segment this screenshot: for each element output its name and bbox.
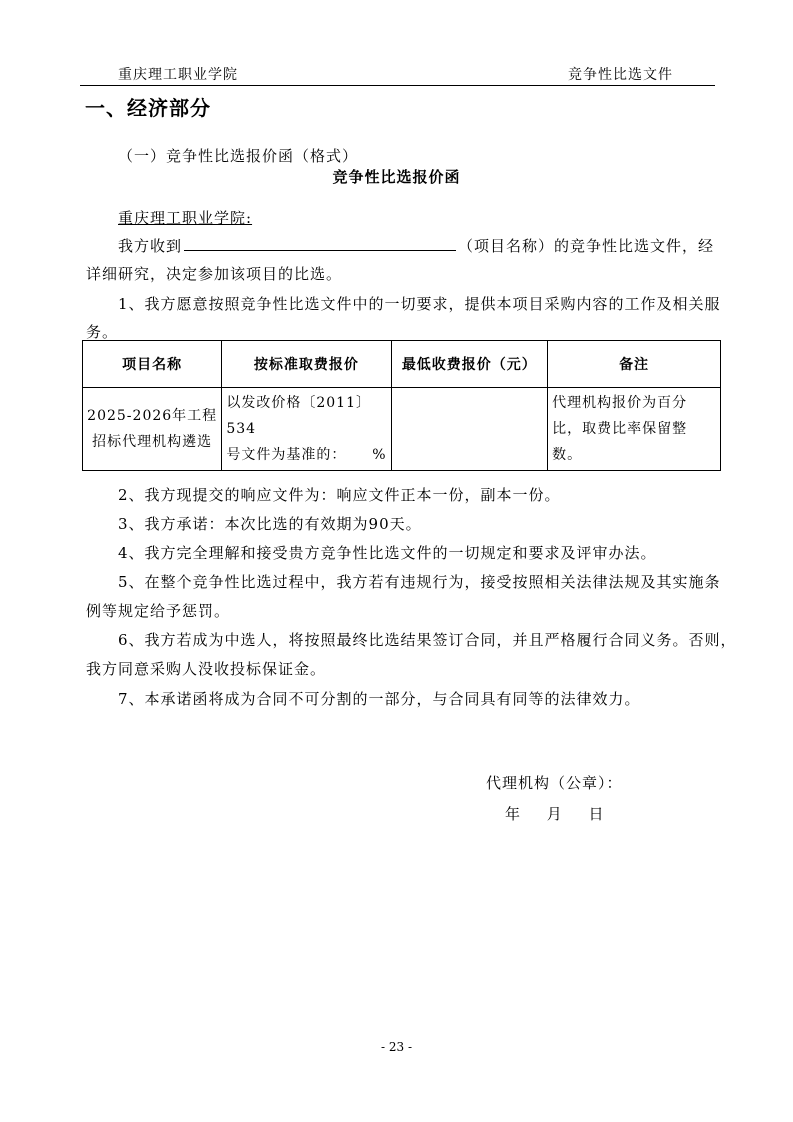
project-name-blank[interactable] <box>184 236 456 251</box>
header-school: 重庆理工职业学院 <box>118 67 238 83</box>
clause-1-line2: 务。 <box>86 323 119 341</box>
cell-project-name <box>83 388 222 471</box>
seal-line: 代理机构（公章）： <box>486 774 623 792</box>
addressee: 重庆理工职业学院: <box>118 209 253 227</box>
project-name-line1: 2025-2026年工程 <box>87 408 218 424</box>
cell-standard-fee[interactable] <box>222 388 391 471</box>
clause-1-line1: 1、我方愿意按照竞争性比选文件中的一切要求，提供本项目采购内容的工作及相关服 <box>118 295 721 313</box>
note-line3: 数。 <box>552 447 583 463</box>
intro-suffix: （项目名称）的竞争性比选文件，经 <box>458 237 715 255</box>
note-line1: 代理机构报价为百分 <box>552 395 688 411</box>
header-lowest-fee: 最低收费报价（元） <box>391 341 548 388</box>
header-project-name: 项目名称 <box>83 341 222 388</box>
page-number: - 23 - <box>380 1040 412 1054</box>
header-divider <box>80 85 715 86</box>
letter-title: 竞争性比选报价函 <box>332 168 461 186</box>
subsection-title: （一）竞争性比选报价函（格式） <box>118 147 359 165</box>
project-name-line2: 招标代理机构遴选 <box>92 434 213 450</box>
table-header-row <box>83 341 721 388</box>
standard-fee-line1: 以发改价格〔2011〕534 <box>226 395 371 437</box>
date-line: 年 月 日 <box>505 805 604 823</box>
clause-3: 3、我方承诺：本次比选的有效期为90天。 <box>118 515 422 533</box>
section-title: 一、经济部分 <box>85 96 211 120</box>
clause-6-line2: 我方同意采购人没收投标保证金。 <box>86 660 327 678</box>
clause-5-line1: 5、在整个竞争性比选过程中，我方若有违规行为，接受按照相关法律法规及其实施条 <box>118 573 721 591</box>
standard-fee-line2: 号文件为基准的： <box>226 447 347 463</box>
header-doc-type: 竞争性比选文件 <box>568 67 673 83</box>
percent-sign: % <box>372 447 387 463</box>
clause-2: 2、我方现提交的响应文件为：响应文件正本一份，副本一份。 <box>118 486 561 504</box>
standard-fee-line2-wrap <box>226 442 386 468</box>
quote-table <box>82 340 721 471</box>
intro-line1 <box>118 235 714 256</box>
note-line2: 比，取费比率保留整 <box>552 421 688 437</box>
table-row <box>83 388 721 471</box>
header-standard-fee: 按标准取费报价 <box>222 341 391 388</box>
clause-5-line2: 例等规定给予惩罚。 <box>86 602 231 620</box>
clause-4: 4、我方完全理解和接受贵方竞争性比选文件的一切规定和要求及评审办法。 <box>118 544 657 562</box>
intro-line2: 详细研究，决定参加该项目的比选。 <box>86 265 343 283</box>
intro-prefix: 我方收到 <box>118 237 183 255</box>
cell-lowest-fee[interactable] <box>391 388 548 471</box>
clause-6-line1: 6、我方若成为中选人，将按照最终比选结果签订合同，并且严格履行合同义务。否则， <box>118 631 737 649</box>
clause-7: 7、本承诺函将成为合同不可分割的一部分，与合同具有同等的法律效力。 <box>118 690 641 708</box>
cell-note <box>548 388 721 471</box>
header-note: 备注 <box>548 341 721 388</box>
